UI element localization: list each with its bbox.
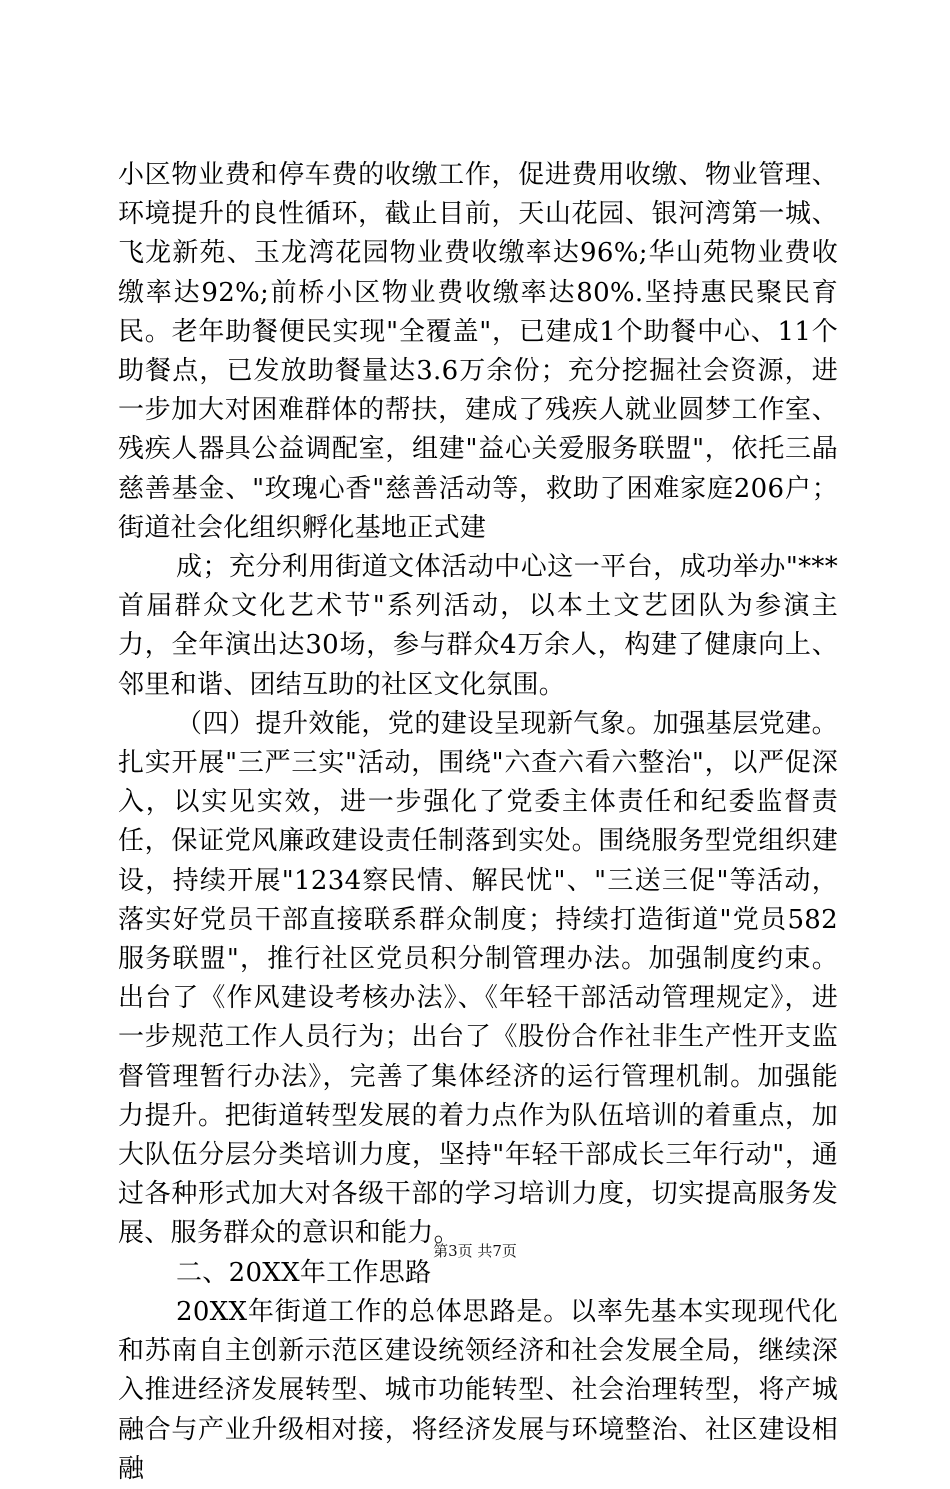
paragraph-2: 成；充分利用街道文体活动中心这一平台，成功举办"***首届群众文化艺术节"系列活动，以本土文艺团队为参演主力，全年演出达30场，参与群众4万余人，构建了健康向上、邻里和谐、团结互助的社区文化氛围。 xyxy=(118,552,838,700)
page-footer: 第3页 共7页 xyxy=(433,1242,517,1260)
paragraph-5: 20XX年街道工作的总体思路是。以率先基本实现现代化和苏南自主创新示范区建设统领经济和社会发展全局，继续深入推进经济发展转型、城市功能转型、社会治理转型，将产城融合与产业升级相对接，将经济发展与环境整治、社区建设相融 xyxy=(118,1296,838,1484)
document-body xyxy=(118,156,838,1489)
paragraph-3: （四）提升效能，党的建设呈现新气象。加强基层党建。扎实开展"三严三实"活动，围绕"六查六看六整治"，以严促深入，以实见实效，进一步强化了党委主体责任和纪委监督责任，保证党风廉政建设责任制落到实处。围绕服务型党组织建设，持续开展"1234察民情、解民忧"、"三送三促"等活动，落实好党员干部直接联系群众制度；持续打造街道"党员582服务联盟"，推行社区党员积分制管理办法。加强制度约束。出台了《作风建设考核办法》、《年轻干部活动管理规定》，进一步规范工作人员行为；出台了《股份合作社非生产性开支监督管理暂行办法》，完善了集体经济的运行管理机制。加强能力提升。把街道转型发展的着力点作为队伍培训的着重点，加大队伍分层分类培训力度，坚持"年轻干部成长三年行动"，通过各种形式加大对各级干部的学习培训力度，切实提高服务发展、服务群众的意识和能力。 xyxy=(118,708,838,1249)
section-heading: 二、20XX年工作思路 xyxy=(176,1257,432,1288)
paragraph-1: 小区物业费和停车费的收缴工作，促进费用收缴、物业管理、环境提升的良性循环，截止目前，天山花园、银河湾第一城、飞龙新苑、玉龙湾花园物业费收缴率达96%;华山苑物业费收缴率达92%;前桥小区物业费收缴率达80%.坚持惠民聚民育民。老年助餐便民实现"全覆盖"，已建成1个助餐中心、11个助餐点，已发放助餐量达3.6万余份；充分挖掘社会资源，进一步加大对困难群体的帮扶，建成了残疾人就业圆梦工作室、残疾人器具公益调配室，组建"益心关爱服务联盟"，依托三晶慈善基金、"玫瑰心香"慈善活动等，救助了困难家庭206户；街道社会化组织孵化基地正式建 xyxy=(118,160,838,543)
